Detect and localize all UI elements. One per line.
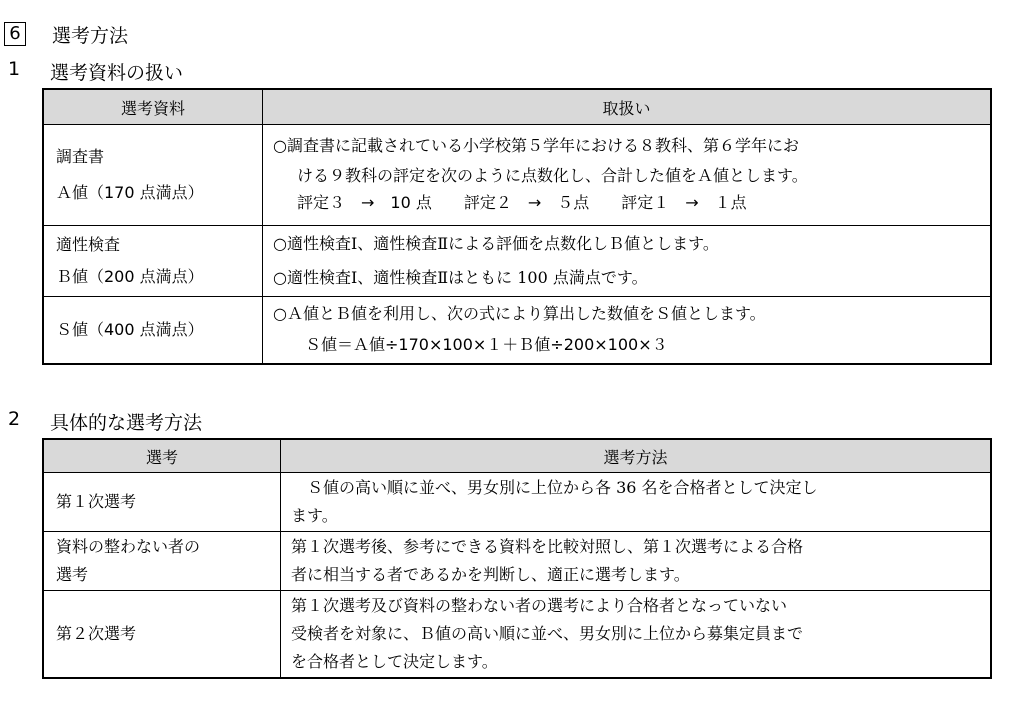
grade-scale-line: 評定３ → 10 点 評定２ → ５点 評定１ → １点 <box>297 193 747 212</box>
table-row-incomplete-materials <box>43 532 991 591</box>
body-line: 第１次選考後、参考にできる資料を比較対照し、第１次選考による合格 <box>291 537 804 556</box>
part1-title: 選考資料の扱い <box>50 62 184 84</box>
body-line: ○調査書に記載されている小学校第５学年における８教科、第６学年にお <box>273 136 799 155</box>
body-line: を合格者として決定します。 <box>291 652 498 671</box>
label-line: Ｓ値（400 点満点） <box>56 320 204 339</box>
table-row-aptitude <box>43 226 991 297</box>
body-line: ○適性検査Ⅰ、適性検査Ⅱによる評価を点数化しＢ値とします。 <box>273 234 719 253</box>
label-line: 資料の整わない者の <box>56 537 201 556</box>
body-line: 第１次選考及び資料の整わない者の選考により合格者となっていない <box>291 596 788 615</box>
body-line: ○Ａ値とＢ値を利用し、次の式により算出した数値をＳ値とします。 <box>273 304 766 323</box>
label-line: Ａ値（170 点満点） <box>56 183 204 202</box>
label-line: 選考 <box>56 565 89 584</box>
selection-materials-table <box>42 88 992 365</box>
col-header-method: 選考方法 <box>281 439 992 473</box>
body-line: ○適性検査Ⅰ、適性検査Ⅱはともに 100 点満点です。 <box>273 268 648 287</box>
part1-heading <box>8 58 184 84</box>
label-line: Ｂ値（200 点満点） <box>56 267 204 286</box>
part2-number: 2 <box>8 408 21 430</box>
col-header-handling: 取扱い <box>263 89 992 125</box>
row-label-s-value <box>43 297 263 365</box>
row-label-report <box>43 125 263 226</box>
row-label-aptitude <box>43 226 263 297</box>
table-header-row <box>43 89 991 125</box>
label-line: 調査書 <box>56 147 105 166</box>
selection-method-table <box>42 438 992 679</box>
formula-line: Ｓ値＝Ａ値÷170×100×１＋Ｂ値÷200×100×３ <box>305 335 668 354</box>
body-line: ます。 <box>291 506 338 525</box>
col-header-selection: 選考 <box>43 439 281 473</box>
row-label-first-selection <box>43 473 281 532</box>
label-line: 第１次選考 <box>56 492 137 511</box>
body-line: 者に相当する者であるかを判断し、適正に選考します。 <box>291 565 690 584</box>
body-line: ける９教科の評定を次のように点数化し、合計した値をＡ値とします。 <box>297 166 808 185</box>
row-label-incomplete-materials <box>43 532 281 591</box>
row-body-incomplete-materials <box>281 532 992 591</box>
col-header-materials: 選考資料 <box>43 89 263 125</box>
row-body-aptitude <box>263 226 992 297</box>
part1-number: 1 <box>8 58 21 80</box>
body-line: Ｓ値の高い順に並べ、男女別に上位から各 36 名を合格者として決定し <box>291 478 818 497</box>
table-row-report <box>43 125 991 226</box>
row-label-second-selection <box>43 591 281 679</box>
part2-heading <box>8 408 203 434</box>
table-row-second-selection <box>43 591 991 679</box>
row-body-report <box>263 125 992 226</box>
label-line: 適性検査 <box>56 235 121 254</box>
table-row-first-selection <box>43 473 991 532</box>
row-body-first-selection <box>281 473 992 532</box>
row-body-s-value <box>263 297 992 365</box>
table-header-row <box>43 439 991 473</box>
part2-title: 具体的な選考方法 <box>50 412 203 434</box>
row-body-second-selection <box>281 591 992 679</box>
section-number-box: 6 <box>4 22 26 46</box>
label-line: 第２次選考 <box>56 624 137 643</box>
section-title: 選考方法 <box>52 25 129 47</box>
table-row-s-value <box>43 297 991 365</box>
body-line: 受検者を対象に、Ｂ値の高い順に並べ、男女別に上位から募集定員まで <box>291 624 804 643</box>
